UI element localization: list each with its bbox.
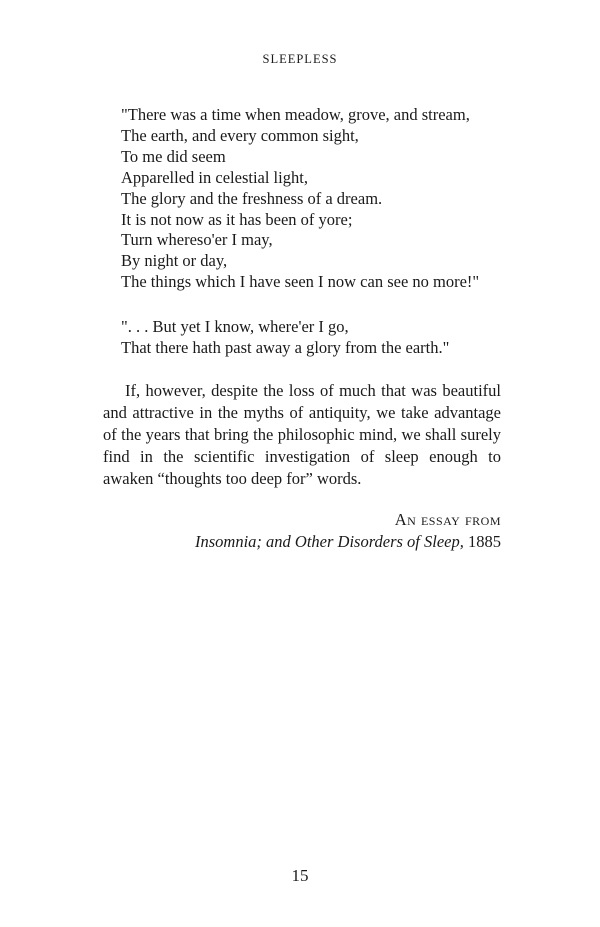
poem-line: It is not now as it has been of yore; [121,209,353,229]
poem-line: ". . . But yet I know, where'er I go, [121,317,349,336]
poem-line: Apparelled in celestial light, [121,167,308,187]
source-year: 1885 [468,532,501,551]
page-number: 15 [291,866,309,885]
poem-line: Turn whereso'er I may, [121,230,273,250]
poem-line: By night or day, [121,251,228,271]
poem-line: The glory and the freshness of a dream. [121,188,383,208]
poem-line: The earth, and every common sight, [121,125,359,145]
source-title: Insomnia; and Other Disorders of Sleep, [195,532,464,551]
attribution-source [195,531,501,553]
poem-stanza-2 [121,317,449,359]
poem-line: To me did seem [121,146,226,166]
poem-stanza-1 [121,105,479,293]
attribution [195,509,501,553]
running-head: SLEEPLESS [262,52,338,66]
poem-line: "There was a time when meadow, grove, and stream, [121,105,470,124]
attribution-label: An essay from [394,510,501,529]
body-paragraph: If, however, despite the loss of much that was beautiful and attractive in the myths of antiquity, we take advantage of the years that bring the philosophic mind, we shall surely find in the scientific investigation of sleep enough to awaken “thoughts too deep for” words. [103,381,501,488]
poem-line: The things which I have seen I now can see no more!" [121,272,480,292]
poem-line: That there hath past away a glory from the earth." [121,337,450,357]
